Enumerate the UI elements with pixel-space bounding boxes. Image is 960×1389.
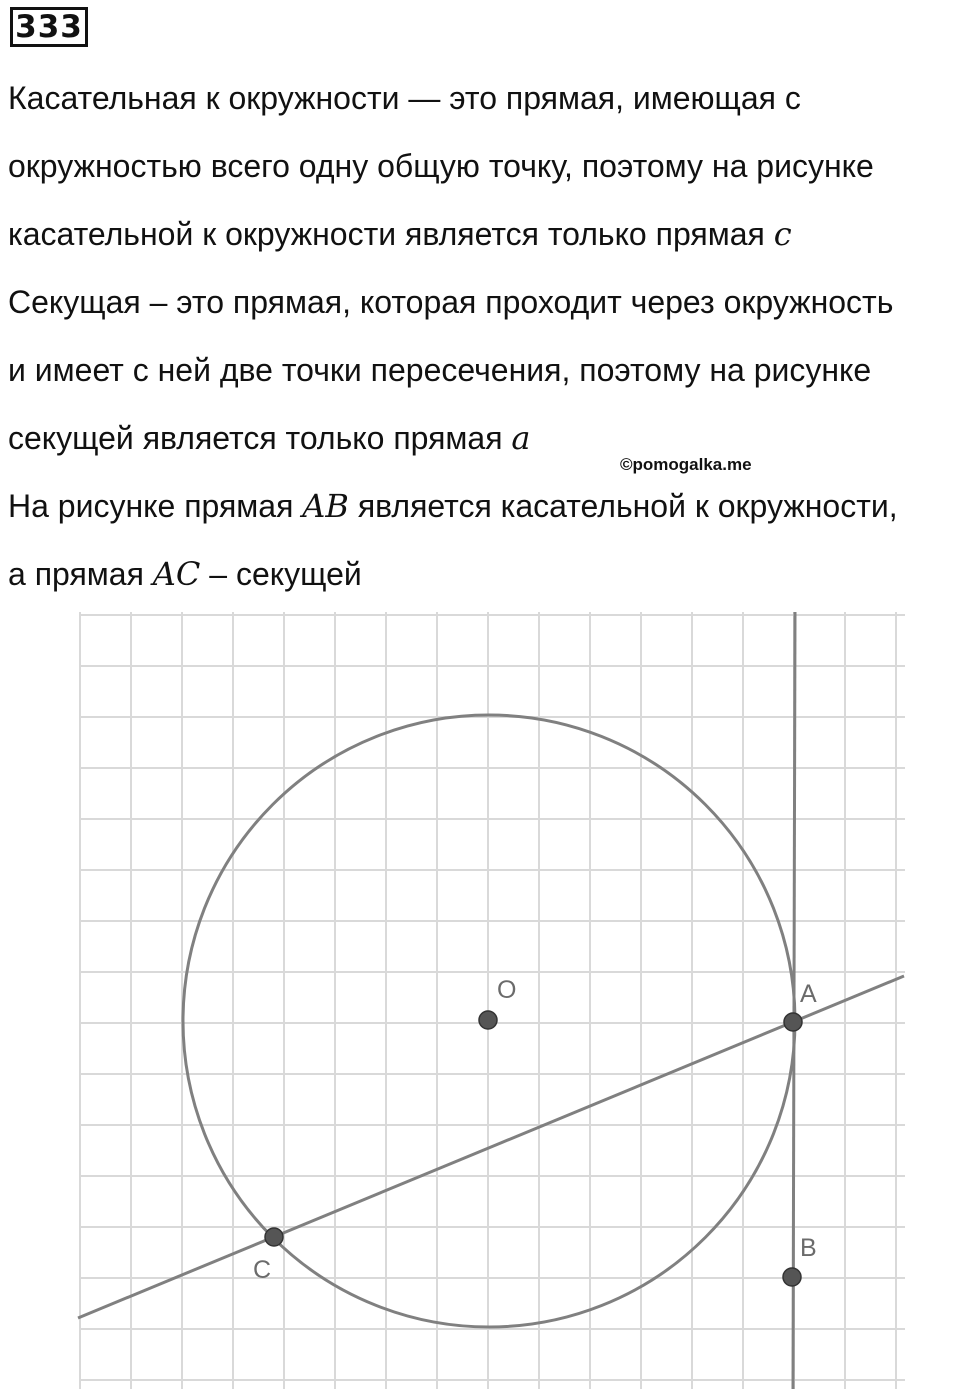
label-A: A xyxy=(800,980,817,1008)
text-line-1-text: Касательная к окружности — это прямая, имеющая с xyxy=(8,80,801,116)
text-line-8-after: – секущей xyxy=(200,556,362,592)
text-line-2-text: окружностью всего одну общую точку, поэтому на рисунке xyxy=(8,148,874,184)
math-AC: AC xyxy=(152,555,201,593)
math-AB: AB xyxy=(302,487,349,525)
text-line-3-text: касательной к окружности является только прямая xyxy=(8,216,774,252)
math-a: a xyxy=(511,419,531,457)
label-O: O xyxy=(497,976,517,1004)
problem-number: 333 xyxy=(10,7,88,47)
text-line-6-text: секущей является только прямая xyxy=(8,420,512,456)
label-C: C xyxy=(253,1256,272,1284)
text-line-8-text: а прямая xyxy=(8,556,153,592)
grid xyxy=(80,612,905,1389)
point-A xyxy=(784,1013,802,1031)
text-line-7-text: На рисунке прямая xyxy=(8,488,303,524)
point-O xyxy=(479,1011,497,1029)
text-line-7-after: является касательной к окружности, xyxy=(348,488,898,524)
text-line-4-text: Секущая – это прямая, которая проходит через окружность xyxy=(8,284,894,320)
text-line-5-text: и имеет с ней две точки пересечения, поэтому на рисунке xyxy=(8,352,872,388)
label-B: B xyxy=(800,1234,817,1262)
watermark: ©pomogalka.me xyxy=(620,455,752,474)
math-c: c xyxy=(773,215,792,253)
point-C xyxy=(265,1228,283,1246)
point-B xyxy=(783,1268,801,1286)
